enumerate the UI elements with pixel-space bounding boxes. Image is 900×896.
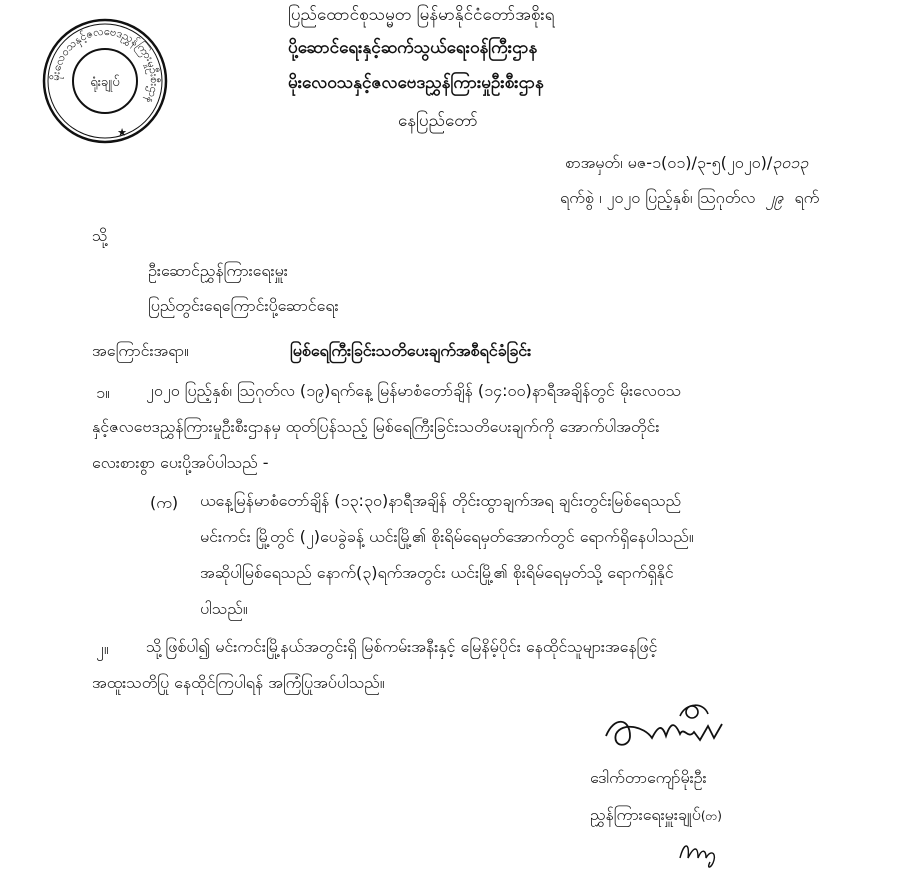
subject-text: မြစ်ရေကြီးခြင်းသတိပေးချက်အစီရင်ခံခြင်း	[290, 341, 532, 360]
date-label: ရက်စွဲ	[560, 188, 594, 207]
letter-date	[560, 187, 819, 211]
seal-ring-text: မိုးလေဝသနှင့်ဇလဗေဒညွှန်ကြားမှုဦးစီးဌာန	[48, 24, 162, 106]
recipient-to: သို့	[92, 226, 108, 245]
date-suffix: ရက်	[794, 188, 820, 207]
handwritten-signature	[600, 696, 730, 756]
subparagraph-ka-line-2: မင်းကင်း မြို့တွင် (၂)ပေခွဲခန့် ယင်းမြို့၏ စိုးရိမ်ရေမှတ်အောက်တွင် ရောက်ရှိနေပါသည်။	[200, 527, 694, 546]
subparagraph-ka-number: (က)	[150, 493, 179, 512]
signatory-name: ဒေါက်တာကျော်မိုးဦး	[590, 768, 707, 787]
paragraph-2-line-2: အထူးသတိပြု နေထိုင်ကြပါရန် အကြံပြုအပ်ပါသည်။	[92, 673, 385, 692]
seal-star-icon: ★	[117, 126, 127, 139]
signatory-title-suffix: (တ)	[700, 809, 722, 823]
header-department: မိုးလေဝသနှင့်ဇလဗေဒညွှန်ကြားမှုဦးစီးဌာန	[288, 73, 544, 93]
recipient-organization: ပြည်တွင်းရေကြောင်းပို့ဆောင်ရေး	[148, 296, 339, 315]
subject-label: အကြောင်းအရာ။	[92, 341, 189, 360]
paragraph-1-number: ၁။	[96, 383, 110, 402]
reference-handwritten-number: ၃၀၁၃	[772, 153, 809, 172]
subparagraph-ka-line-1: ယနေ့မြန်မာစံတော်ချိန် (၁၃:၃၀)နာရီအချိန် တိုင်းထွာချက်အရ ချင်းတွင်းမြစ်ရေသည်	[200, 491, 682, 510]
header-government: ပြည်ထောင်စုသမ္မတ မြန်မာနိုင်ငံတော်အစိုးရ	[288, 5, 555, 25]
official-seal	[42, 18, 168, 144]
recipient-title: ဦးဆောင်ညွှန်ကြားရေးမှူး	[148, 261, 288, 280]
handwritten-initials	[676, 832, 726, 872]
reference-label: စာအမှတ်၊ မဇ-၁(၀၁)/၃-၅(၂၀၂၀)/	[565, 153, 773, 172]
date-value: ၊ ၂၀၂၀ ပြည့်နှစ်၊ ဩဂုတ်လ	[598, 188, 756, 207]
paragraph-1-line-2: နှင့်ဇလဗေဒညွှန်ကြားမှုဦးစီးဌာနမှ ထုတ်ပြန်သည့် မြစ်ရေကြီးခြင်းသတိပေးချက်ကို အောက်ပါအတိုင်း	[92, 417, 660, 436]
paragraph-1-line-3: လေးစားစွာ ပေးပို့အပ်ပါသည် -	[92, 453, 269, 472]
paragraph-1-line-1: ၂၀၂၀ ပြည့်နှစ်၊ ဩဂုတ်လ (၁၉)ရက်နေ့ မြန်မာစံတော်ချိန် (၁၄:၀၀)နာရီအချိန်တွင် မိုးလေဝသ	[146, 381, 682, 400]
signatory-title	[590, 804, 722, 828]
header-ministry: ပို့ဆောင်ရေးနှင့်ဆက်သွယ်ရေးဝန်ကြီးဌာန	[288, 38, 538, 58]
seal-center-text: ရုံးချုပ်	[90, 75, 120, 90]
subparagraph-ka-line-3: အဆိုပါမြစ်ရေသည် နောက်(၃)ရက်အတွင်း ယင်းမြို့၏ စိုးရိမ်ရေမှတ်သို့ ရောက်ရှိနိုင်	[200, 563, 674, 582]
paragraph-2-line-1: သို့ဖြစ်ပါ၍ မင်းကင်းမြို့နယ်အတွင်းရှိ မြစ်ကမ်းအနီးနှင့် မြေနိမ့်ပိုင်း နေထိုင်သူများအနေဖြင့်	[146, 637, 658, 656]
date-day-handwritten: ၂၉	[766, 188, 784, 207]
letter-reference-number	[565, 152, 808, 176]
header-city: နေပြည်တော်	[398, 111, 478, 131]
subparagraph-ka-line-4: ပါသည်။	[200, 599, 248, 618]
signatory-title-text: ညွှန်ကြားရေးမှူးချုပ်	[590, 805, 701, 824]
paragraph-2-number: ၂။	[96, 639, 109, 658]
